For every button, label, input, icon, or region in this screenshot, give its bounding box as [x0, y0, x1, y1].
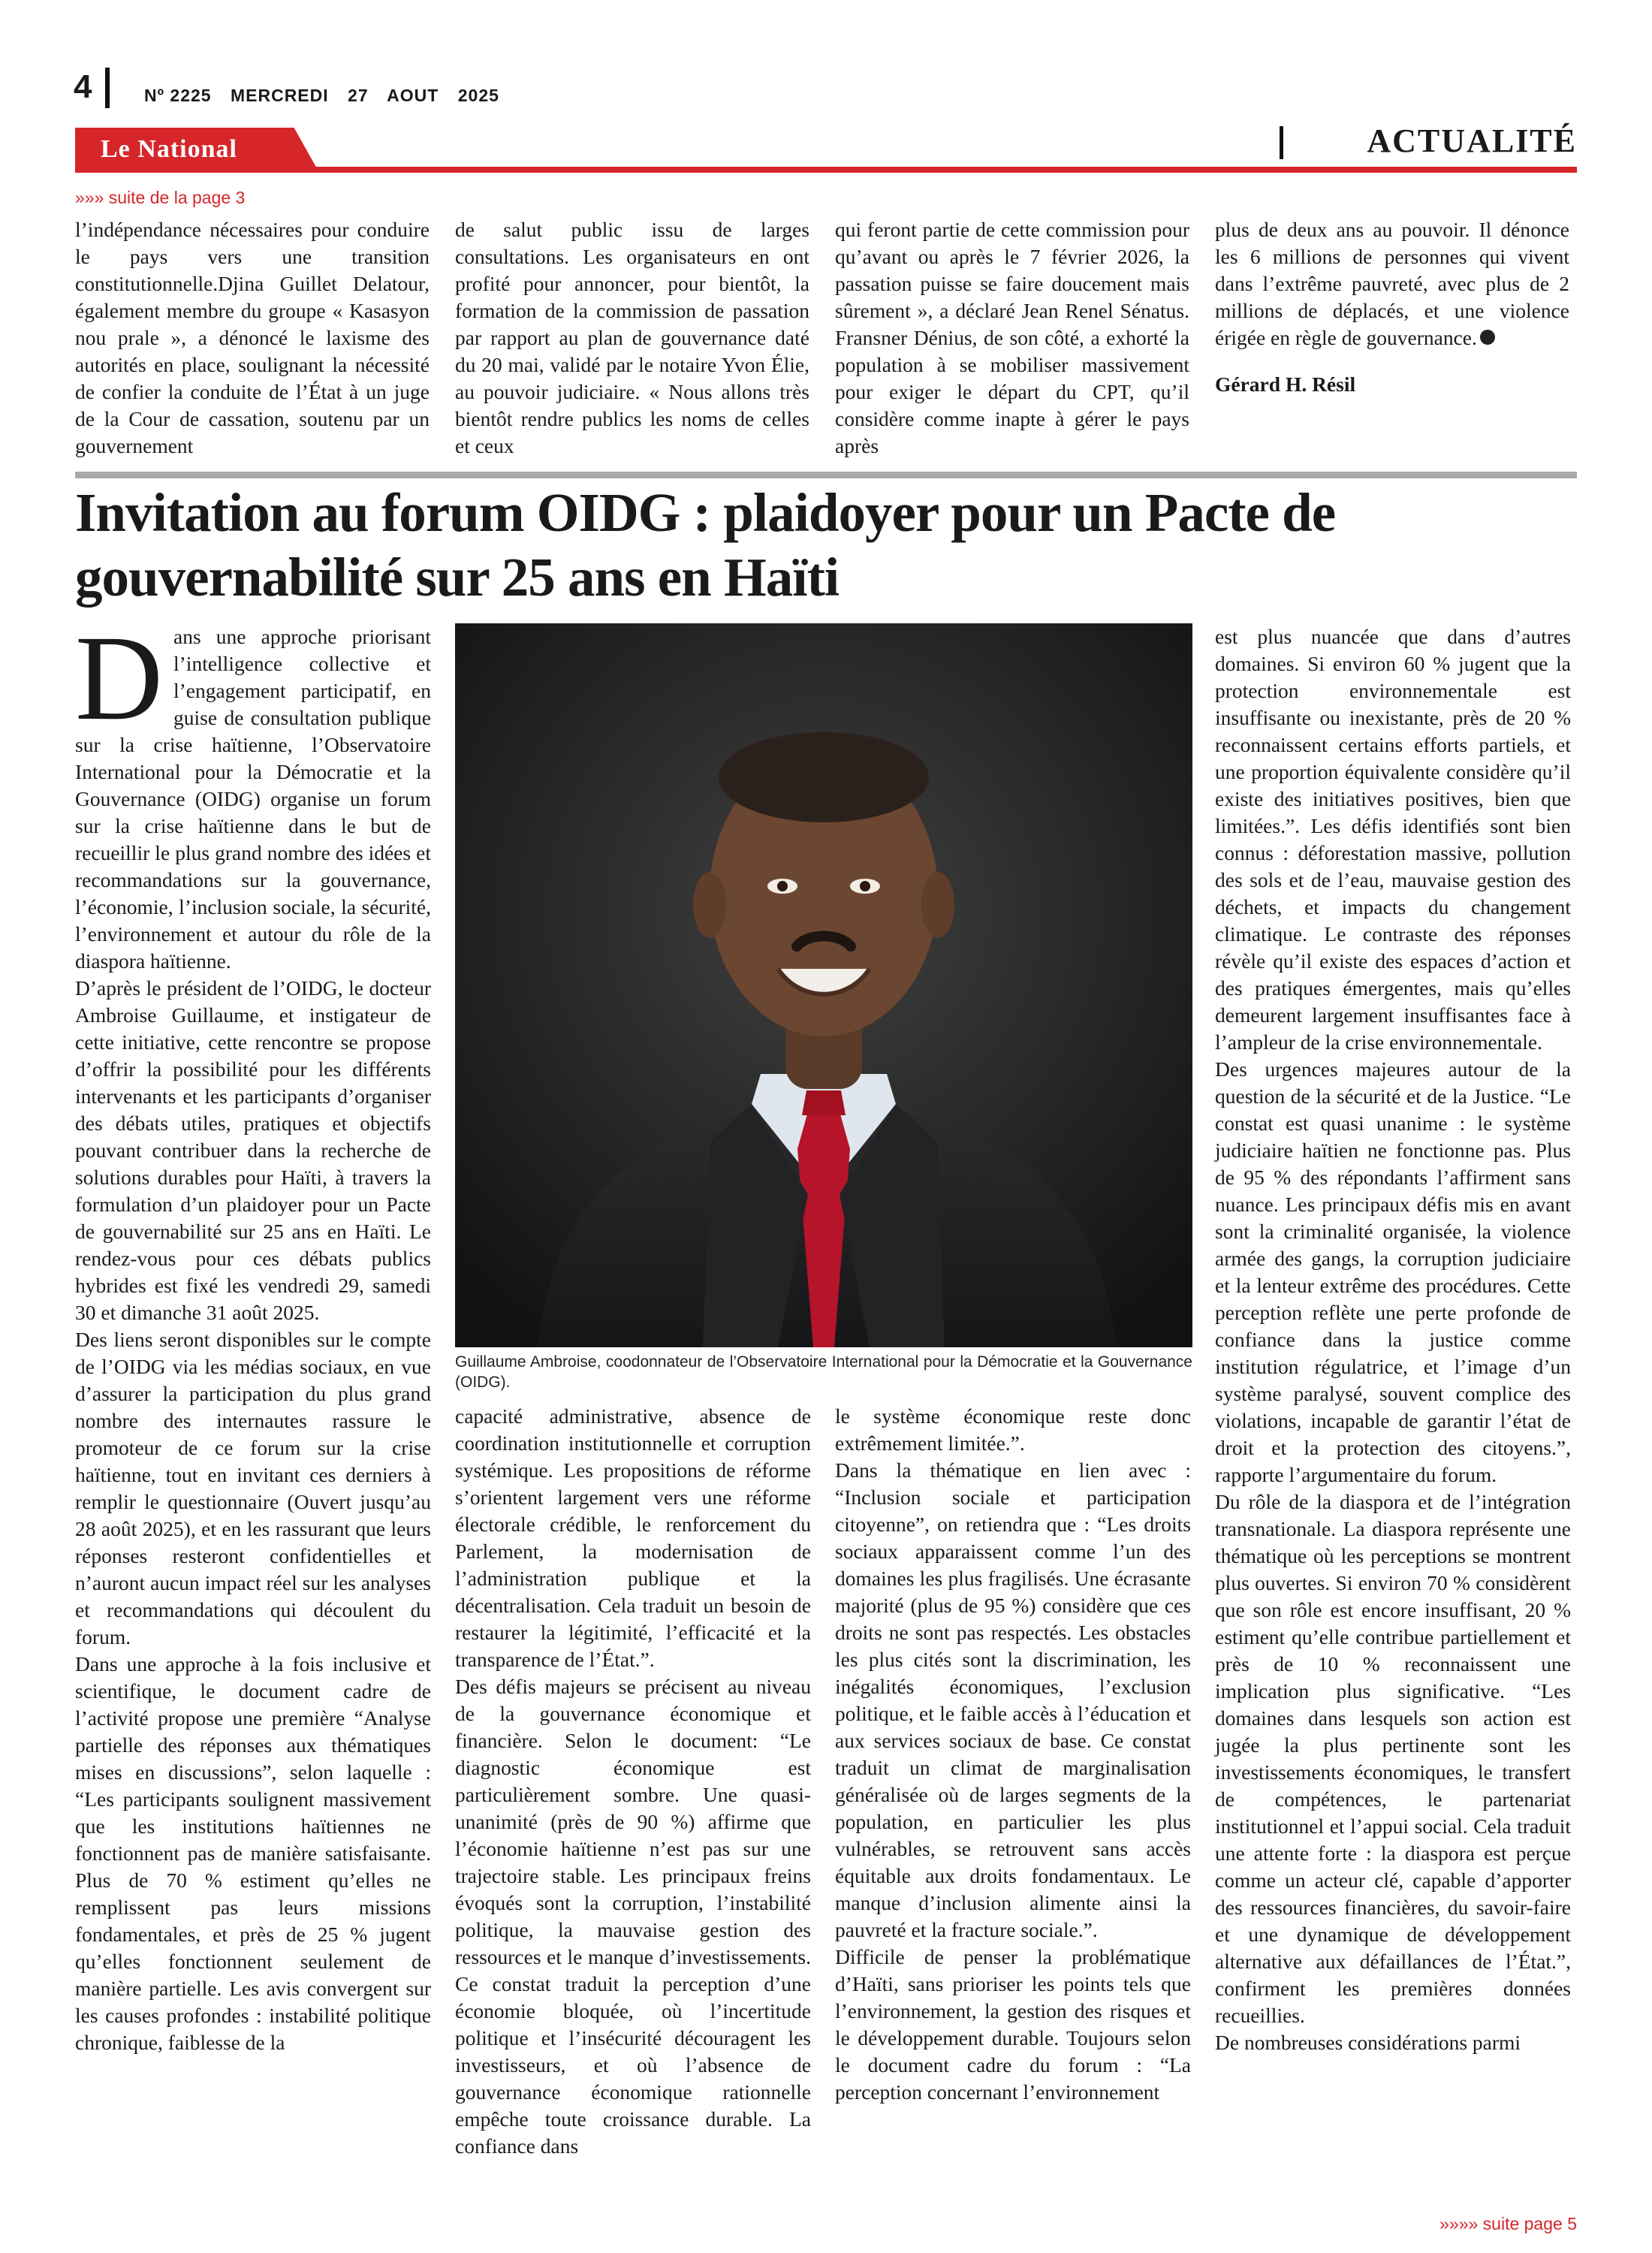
portrait-illustration — [455, 623, 1192, 1347]
prev-article-text: de salut public issu de larges consultations. Les organisateurs en ont profité pour annoncer, pour bientôt, la formation de la commission de passation par rapport au plan de gouvernance daté du 20 mai, validé par le notaire Yvon Élie, au pouvoir judiciaire. « Nous allons très bientôt rendre publics les noms de celles et ceux — [455, 218, 809, 457]
article-column-1 — [75, 611, 431, 2155]
page-number: 4 — [74, 68, 92, 105]
article-paragraph: D’après le président de l’OIDG, le docteur Ambroise Guillaume, et instigateur de cette initiative, cette rencontre se propose d’offrir la possibilité pour les différents intervenants et les participants d’organiser des débats utiles, pratiques et objectifs pouvant contribuer dans la recherche de solutions durables pour Haïti, à travers la formulation d’un plaidoyer pour un Pacte de gouvernabilité sur 25 ans en Haïti. Le rendez-vous pour ces débats publics hybrides est fixé les vendredi 29, samedi 30 et dimanche 31 août 2025. — [75, 976, 431, 1324]
header-red-rule — [75, 167, 1577, 173]
article-paragraph: capacité administrative, absence de coordination institutionnelle et corruption systémique. Les propositions de réforme s’orientent largement vers une réforme électorale crédible, le renforcement du Parlement, la modernisation de l’administration publique et la décentralisation. Cela traduit un besoin de restaurer la légitimité, l’efficacité et la transparence de l’État.”. — [455, 1404, 811, 1671]
article-paragraph: Difficile de penser la problématique d’Haïti, sans prioriser les points tels que l’environnement, la gestion des risques et le développement durable. Toujours selon le document cadre du forum : “La perception concernant l’environnement — [835, 1945, 1191, 2104]
photo-caption: Guillaume Ambroise, coodonnateur de l’Observatoire International pour la Démocratie et la Gouvernance (OIDG). — [455, 1353, 1192, 1391]
prev-article-column-3 — [835, 216, 1189, 457]
article-column-3 — [835, 1403, 1191, 2161]
article-headline: Invitation au forum OIDG : plaidoyer pour un Pacte de gouvernabilité sur 25 ans en Haïti — [75, 482, 1336, 608]
continued-from-note: »»» suite de la page 3 — [75, 188, 246, 207]
article-paragraph: est plus nuancée que dans d’autres domaines. Si environ 60 % jugent que la protection environnementale est insuffisante ou inexistante, près de 20 % reconnaissent certains efforts partiels, et une proportion équivalente considère qu’il existe des initiatives positives, bien que limitées.”. Les défis identifiés sont bien connus : déforestation massive, pollution des sols et de l’eau, mauvaise gestion des déchets, et impacts du changement climatique. Le contraste des réponses révèle qu’il existe des espaces d’action et des pratiques émergentes, mais qu’elles demeurent largement insuffisantes face à l’ampleur de la crise environnementale. — [1215, 625, 1571, 1054]
issue-weekday: MERCREDI — [230, 86, 329, 105]
article-paragraph: Du rôle de la diaspora et de l’intégration transnationale. La diaspora représente une thématique où les perceptions se montrent plus ouvertes. Si environ 70 % considèrent que son rôle est encore insuffisant, 20 % estiment qu’elle contribue partiellement et près de 10 % reconnaissent une implication plus significative. “Les domaines dans lesquels son action est jugée la plus pertinente sont les investissements économiques, le transfert de compétences, le partenariat institutionnel et l’appui social. Cela traduit une attente forte : la diaspora est perçue comme un acteur clé, capable d’apporter des ressources financières, du savoir-faire et une dynamique de développement alternative aux défaillances de l’État.”, confirment les premières données recueillies. — [1215, 1490, 1571, 2027]
section-divider — [1280, 126, 1283, 159]
prev-article-text: l’indépendance nécessaires pour conduire le pays vers une transition constitutionnelle.Djina Guillet Delatour, également membre du groupe « Kasasyon nou prale », a dénoncé le laxisme des autorités en place, soulignant la nécessité de confier la conduite de l’État à un juge de la Cour de cassation, soutenu par un gouvernement — [75, 218, 430, 457]
article-separator — [75, 472, 1577, 478]
drop-cap: D — [75, 611, 163, 746]
article-photo — [455, 623, 1192, 1347]
article-paragraph: Dans la thématique en lien avec : “Inclusion sociale et participation citoyenne”, on retiendra que : “Les droits sociaux apparaissent comme l’un des domaines les plus fragilisés. Une écrasante majorité (plus de 95 %) considère que ces droits ne sont pas respectés. Les obstacles les plus cités sont la discrimination, les inégalités économiques, l’exclusion politique, et le faible accès à l’éducation et aux services sociaux de base. Ce constat traduit un climat de marginalisation généralisée où de larges segments de la population, en particulier les plus vulnérables, se retrouvent sans accès équitable aux droits fondamentaux. Le manque d’inclusion alimente ainsi la pauvreté et la fracture sociale.”. — [835, 1458, 1191, 1941]
issue-year: 2025 — [457, 86, 499, 105]
end-of-article-icon — [1480, 330, 1495, 345]
prev-article-column-1 — [75, 216, 430, 457]
issue-info — [144, 86, 513, 106]
author-signature: Gérard H. Résil — [1215, 372, 1356, 396]
issue-month: AOUT — [387, 86, 439, 105]
continued-to-link[interactable]: »»»» suite page 5 — [1439, 2214, 1577, 2233]
prev-article-text — [1215, 216, 1569, 351]
prev-article-column-4 — [1215, 216, 1569, 442]
issue-number: Nº 2225 — [144, 86, 212, 105]
article-paragraph: Des défis majeurs se précisent au niveau de la gouvernance économique et financière. Selon le document: “Le diagnostic économique est particulièrement sombre. Une quasi-unanimité (près de 90 %) affirme que l’économie haïtienne n’est pas sur une trajectoire stable. Les principaux freins évoqués sont la corruption, l’instabilité politique, la mauvaise gestion des ressources et le manque d’investissements. Ce constat traduit la perception d’une économie bloquée, où l’incertitude politique et l’insécurité découragent les investisseurs, et où l’absence de gouvernance économique rationnelle empêche toute croissance durable. La confiance dans — [455, 1675, 811, 2158]
article-paragraph: ans une approche priorisant l’intelligence collective et l’engagement participatif, en guise de consultation publique sur la crise haïtienne, l’Observatoire International pour la Démocratie et la Gouvernance (OIDG) organise un forum sur la crise haïtienne dans le but de recueillir le plus grand nombre des idées et recommandations sur la gouvernance, l’économie, l’inclusion sociale, la sécurité, l’environnement et autour du rôle de la diaspora haïtienne. — [75, 625, 431, 973]
prev-article-text-end: plus de deux ans au pouvoir. Il dénonce les 6 millions de personnes qui vivent dans l’extrême pauvreté, avec plus de 2 millions de déplacés, et une violence érigée en règle de gouvernance. — [1215, 218, 1569, 349]
header-divider — [105, 68, 110, 108]
section-title: ACTUALITÉ — [1367, 122, 1577, 159]
article-column-4 — [1215, 623, 1571, 2155]
prev-article-column-2 — [455, 216, 809, 457]
issue-day: 27 — [348, 86, 369, 105]
article-paragraph: Des urgences majeures autour de la question de la sécurité et de la Justice. “Le constat est quasi unanime : le système judiciaire haïtien ne fonctionne pas. Plus de 95 % des répondants l’affirment sans nuance. Les principaux défis mis en avant sont la criminalité organisée, la violence armée des gangs, la corruption judiciaire et la lenteur extrême des procédures. Cette perception reflète une perte profonde de confiance dans la justice comme institution régulatrice, et l’image d’un système paralysé, souvent complice des violations, incapable de garantir l’état de droit et la protection des citoyens.”, rapporte l’argumentaire du forum. — [1215, 1057, 1571, 1486]
newspaper-brand: Le National — [101, 135, 237, 163]
article-paragraph: Des liens seront disponibles sur le compte de l’OIDG via les médias sociaux, en vue d’assurer la participation du plus grand nombre des internautes rassure le promoteur de ce forum sur la crise haïtienne, tout en invitant ces derniers à remplir le questionnaire (Ouvert jusqu’au 28 août 2025), et en les rassurant que leurs réponses resteront confidentielles et n’auront aucun impact réel sur les analyses et recommandations qui découlent du forum. — [75, 1328, 431, 1648]
article-column-2 — [455, 1403, 811, 2161]
prev-article-text: qui feront partie de cette commission pour qu’avant ou après le 7 février 2026, la passation puisse se faire doucement mais sûrement », a déclaré Jean Renel Sénatus. Fransner Dénius, de son côté, a exhorté la population à se mobiliser massivement pour exiger le départ du CPT, qu’il considère comme inapte à gérer le pays après — [835, 218, 1189, 457]
article-paragraph: le système économique reste donc extrêmement limitée.”. — [835, 1404, 1191, 1455]
article-paragraph: De nombreuses considérations parmi — [1215, 2031, 1521, 2054]
article-paragraph: Dans une approche à la fois inclusive et scientifique, le document cadre de l’activité propose une première “Analyse partielle des réponses aux thématiques mises en discussions”, selon laquelle : “Les participants soulignent massivement que les institutions haïtiennes ne fonctionnent pas de manière satisfaisante. Plus de 70 % estiment qu’elles ne remplissent pas leurs missions fondamentales, et près de 25 % jugent qu’elles fonctionnent seulement de manière partielle. Les avis convergent sur les causes profondes : instabilité politique chronique, faiblesse de la — [75, 1652, 431, 2054]
